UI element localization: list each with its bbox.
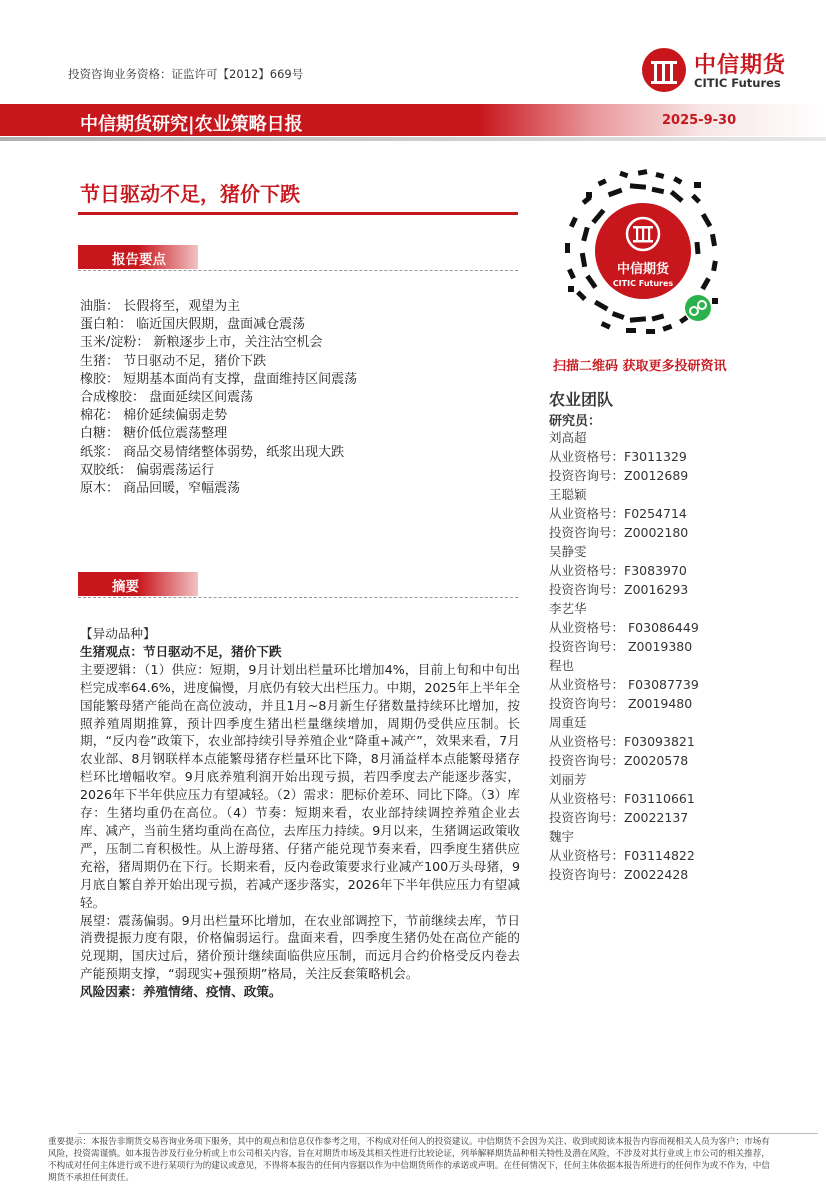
section-divider <box>78 597 518 598</box>
analyst-name: 周重廷 <box>549 715 587 730</box>
analyst-qualification: 从业资格号：F03114822 <box>549 848 695 863</box>
list-item: 白糖： 糖价低位震荡整理 <box>80 426 228 442</box>
analyst-name: 刘丽芳 <box>549 772 587 787</box>
analyst-consult-id: 投资咨询号： Z0019480 <box>549 696 693 711</box>
citic-futures-logo <box>642 44 807 100</box>
analyst-consult-id: 投资咨询号：Z0012689 <box>549 468 689 483</box>
list-item: 原木： 商品回暖，窄幅震荡 <box>80 481 241 497</box>
analyst-qualification: 从业资格号：F03093821 <box>549 734 695 749</box>
qr-code[interactable] <box>560 168 726 334</box>
analyst-name: 程也 <box>549 658 575 673</box>
license-text: 投资咨询业务资格：证监许可【2012】669号 <box>68 67 304 81</box>
qr-logo-cn: 中信期货 <box>616 262 670 277</box>
analyst-consult-id: 投资咨询号：Z0022137 <box>549 810 689 825</box>
qr-logo-en: CITIC Futures <box>612 279 674 288</box>
list-item: 油脂： 长假将至，观望为主 <box>80 299 241 314</box>
analyst-consult-id: 投资咨询号：Z0002180 <box>549 525 689 540</box>
analyst-name: 魏宇 <box>549 829 575 844</box>
analyst-qualification: 从业资格号：F03110661 <box>549 791 695 806</box>
list-item: 玉米/淀粉： 新粮逐步上市，关注沽空机会 <box>80 335 323 351</box>
analyst-qualification: 从业资格号： F03087739 <box>549 677 699 692</box>
section-tag-summary <box>78 572 198 596</box>
headline: 节日驱动不足，猪价下跌 <box>80 182 300 206</box>
list-item: 橡胶： 短期基本面尚有支撑，盘面维持区间震荡 <box>80 371 358 387</box>
analyst-name: 吴静雯 <box>549 544 587 559</box>
analyst-name: 刘高超 <box>549 430 587 445</box>
analyst-consult-id: 投资咨询号： Z0019380 <box>549 639 693 654</box>
summary-category: 【异动品种】 <box>80 626 156 641</box>
disclaimer: 重要提示：本报告非期货交易咨询业务项下服务，其中的观点和信息仅作参考之用，不构成对任何人的投资建议。中信期货不会因为关注、收到或阅读本报告内容而视相关人员为客户；市场有风险，投资需谨慎。如本报告涉及行业分析或上市公司相关内容，旨在对期货市场及其相关性进行比较论证，列举解释期货品种相关特性及潜在风险，不涉及对其行业或上市公司的相关推荐，不构成对任何主体进行或不进行某项行为的建议或意见，不得将本报告的任何内容据以作为中信期货所作的承诺或声明。在任何情况下，任何主体依据本报告所进行的任何作为或不作为，中信期货不承担任何责任。 <box>48 1137 770 1183</box>
team-title: 农业团队 <box>549 390 614 409</box>
summary-body <box>80 625 520 1001</box>
report-series-title: 中信期货研究|农业策略日报 <box>80 114 303 135</box>
analyst-qualification: 从业资格号： F03086449 <box>549 620 699 635</box>
citic-seal-icon <box>642 48 686 92</box>
section-tag-key-points <box>78 245 198 269</box>
section-title: 摘要 <box>112 579 139 595</box>
analyst-consult-id: 投资咨询号：Z0016293 <box>549 582 689 597</box>
analyst-name: 李艺华 <box>549 601 587 616</box>
list-item: 合成橡胶： 盘面延续区间震荡 <box>80 390 254 406</box>
list-item: 生猪： 节日驱动不足，猪价下跌 <box>80 353 267 369</box>
logo-en: CITIC Futures <box>694 76 781 90</box>
section-title: 报告要点 <box>112 252 166 268</box>
analyst-qualification: 从业资格号：F3083970 <box>549 563 687 578</box>
summary-logic: 主要逻辑：（1）供应：短期，9月计划出栏量环比增加4%，目前上旬和中旬出栏完成率64.6%，进度偏慢，月底仍有较大出栏压力。中期，2025年上半年全国能繁母猪产能尚在高位波动，并且1月~8月新生仔猪数量持续环比增加，按照养殖周期推算，预计四季度生猪出栏量继续增加，周期仍受供应压制。长期，“反内卷”政策下，农业部持续引导养殖企业“降重+减产”，效果来看，7月农业部、8月钢联样本点能繁母猪存栏量环比下降，8月涌益样本点能繁母猪存栏环比增幅收窄。9月底养殖利润开始出现亏损，若四季度去产能逐步落实，2026年下半年供应压力有望减轻。（2）需求：肥标价差环、同比下降。（3）库存：生猪均重仍在高位。（4）节奏：短期来看，农业部持续调控养殖企业去库、减产，当前生猪均重尚在高位，去库压力持续。9月以来，生猪调运政策收严，压制二育积极性。从上游母猪、仔猪产能兑现节奏来看，四季度生猪供应充裕，猪周期仍在下行。长期来看，反内卷政策要求行业减产100万头母猪，9月底自繁自养开始出现亏损，若减产逐步落实，2026年下半年供应压力有望减轻。 <box>80 661 520 910</box>
summary-risk: 风险因素：养殖情绪、疫情、政策。 <box>80 984 282 1000</box>
list-item: 蛋白粕： 临近国庆假期，盘面减仓震荡 <box>80 317 306 333</box>
list-item: 双胶纸： 偏弱震荡运行 <box>80 462 215 478</box>
team-role: 研究员： <box>549 414 602 429</box>
analyst-name: 王聪颖 <box>549 487 587 502</box>
footer-rule <box>78 1133 818 1134</box>
section-divider <box>78 270 518 271</box>
summary-outlook: 展望：震荡偏弱。9月出栏量环比增加，在农业部调控下，节前继续去库，节日消费提振力度有限，价格偏弱运行。盘面来看，四季度生猪仍处在高位产能的兑现期，国庆过后，猪价预计继续面临供应压制，而远月合约价格受反内卷去产能预期支撑，“弱现实+强预期”格局，关注反套策略机会。 <box>80 912 520 982</box>
list-item: 纸浆： 商品交易情绪整体弱势，纸浆出现大跌 <box>80 444 345 460</box>
analyst-qualification: 从业资格号：F3011329 <box>549 449 687 464</box>
analyst-consult-id: 投资咨询号：Z0022428 <box>549 867 689 882</box>
qr-code-icon <box>560 168 726 334</box>
analyst-consult-id: 投资咨询号：Z0020578 <box>549 753 689 768</box>
report-banner <box>0 104 826 144</box>
report-date: 2025-9-30 <box>662 113 737 128</box>
logo-cn: 中信期货 <box>694 53 787 78</box>
qr-caption: 扫描二维码 获取更多投研资讯 <box>553 359 727 374</box>
key-points-list <box>80 298 520 498</box>
analyst-qualification: 从业资格号：F0254714 <box>549 506 687 521</box>
team-list <box>549 428 699 884</box>
headline-rule <box>78 212 518 215</box>
list-item: 棉花： 棉价延续偏弱走势 <box>80 408 228 424</box>
summary-view: 生猪观点：节日驱动不足，猪价下跌 <box>80 643 282 659</box>
